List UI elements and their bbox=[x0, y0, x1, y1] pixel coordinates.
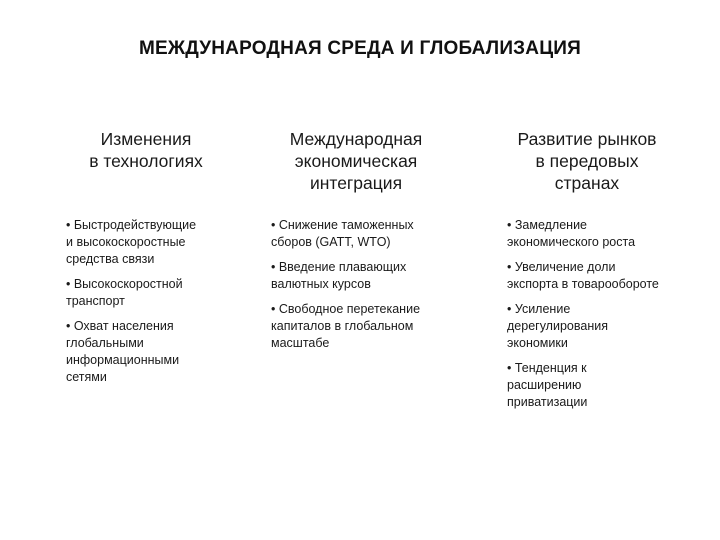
bullet-item: • Быстродействующие и высокоскоростные средства связи bbox=[66, 218, 197, 266]
bullet-item: • Охват населения глобальными информационными сетями bbox=[66, 319, 180, 384]
bullet-list bbox=[507, 217, 659, 419]
slide-title: МЕЖДУНАРОДНАЯ СРЕДА И ГЛОБАЛИЗАЦИЯ bbox=[138, 38, 581, 59]
bullet-item: • Высокоскоростной транспорт bbox=[66, 277, 183, 308]
bullet-item: • Введение плавающих валютных курсов bbox=[271, 260, 407, 291]
bullet-item: • Свободное перетекание капиталов в глобальном масштабе bbox=[271, 302, 421, 350]
column-economic-integration bbox=[271, 128, 451, 350]
bullet-list bbox=[66, 217, 196, 394]
column-heading: Развитие рынков в передовых странах bbox=[517, 129, 657, 193]
column-market-development bbox=[507, 128, 687, 409]
bullet-item: • Снижение таможенных сборов (GATT, WTO) bbox=[271, 218, 414, 249]
bullet-item: • Замедление экономического роста bbox=[507, 218, 636, 249]
bullet-item: • Усиление дерегулирования экономики bbox=[507, 302, 608, 350]
column-heading: Международная экономическая интеграция bbox=[289, 129, 423, 193]
column-technology-changes bbox=[66, 128, 236, 384]
bullet-list bbox=[271, 217, 420, 360]
bullet-item: • Тенденция к расширению приватизации bbox=[507, 361, 588, 409]
column-heading: Изменения в технологиях bbox=[89, 129, 203, 171]
bullet-item: • Увеличение доли экспорта в товарообороте bbox=[507, 260, 659, 291]
